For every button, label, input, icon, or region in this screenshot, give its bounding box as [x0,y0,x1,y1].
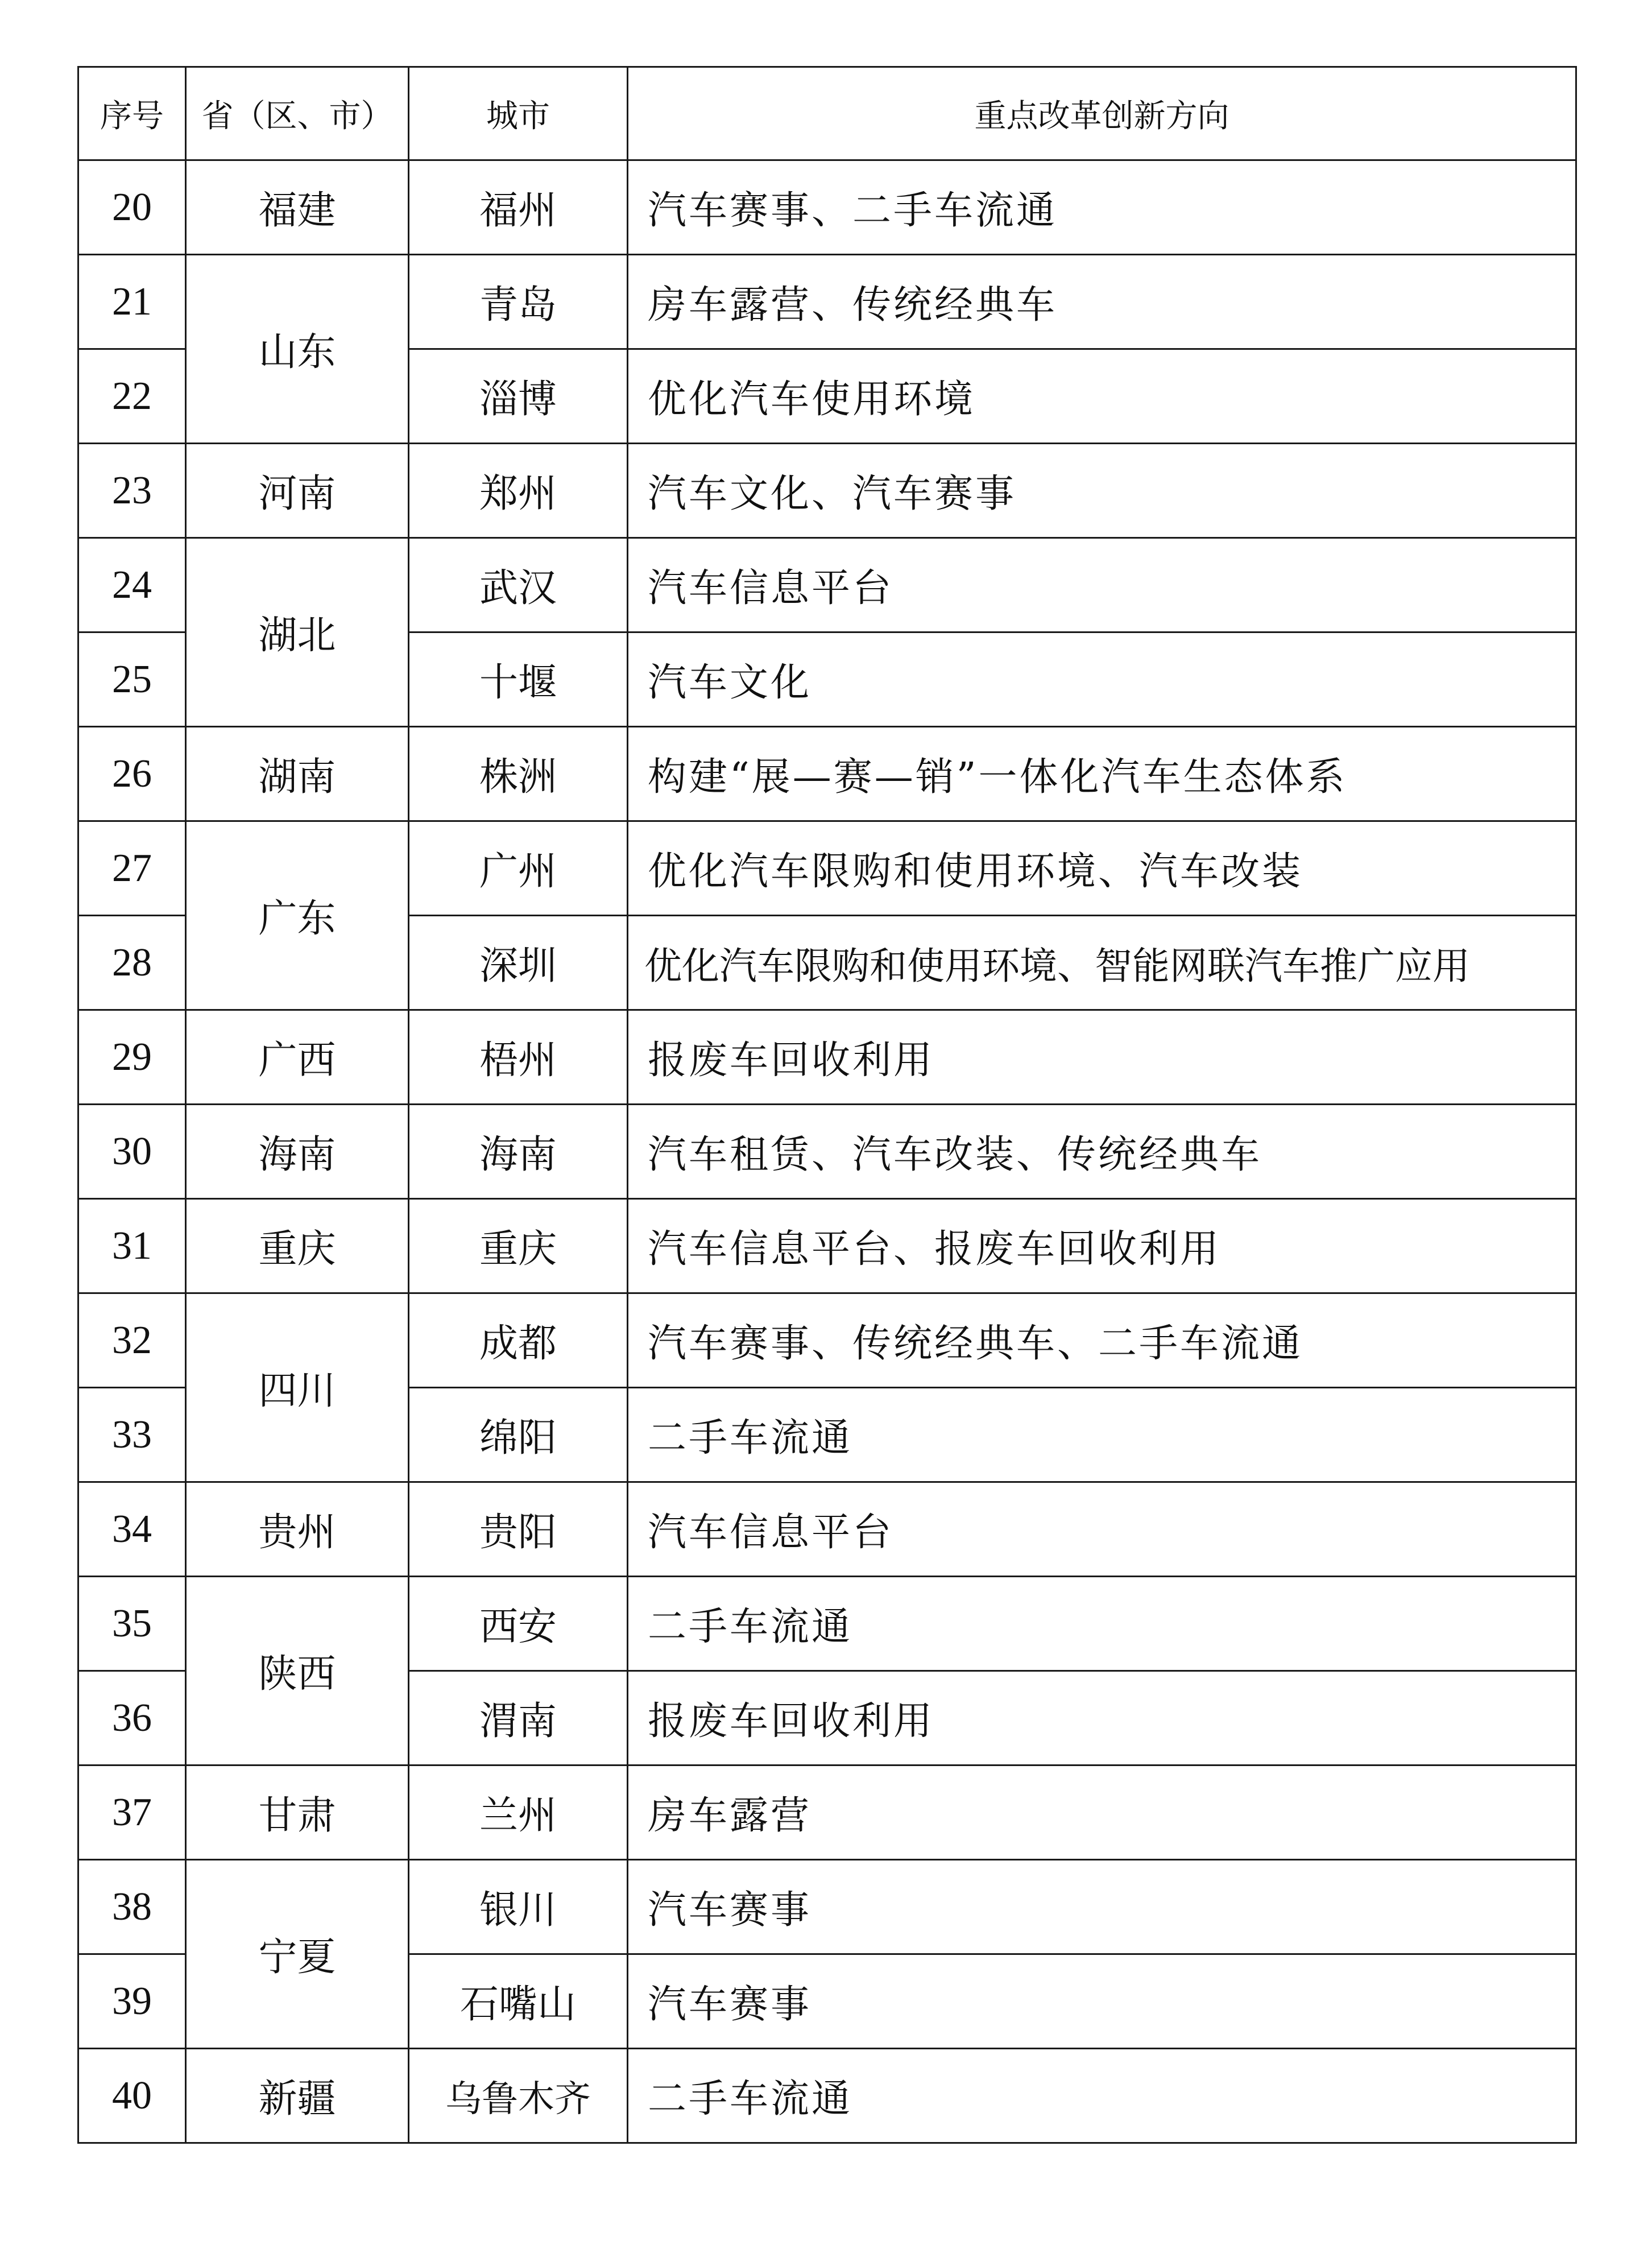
table-row [78,1765,1576,1860]
header-serial-number: 序号 [78,67,186,160]
table-row [78,1010,1576,1105]
reform-direction-cell: 汽车赛事、二手车流通 [628,160,1576,255]
serial-number-cell: 35 [78,1577,186,1671]
table-row [78,821,1576,916]
serial-number-cell: 34 [78,1482,186,1577]
serial-number-cell: 37 [78,1765,186,1860]
city-cell: 石嘴山 [409,1954,628,2049]
province-cell: 宁夏 [186,1860,409,2049]
province-cell: 福建 [186,160,409,255]
reform-direction-cell: 房车露营 [628,1765,1576,1860]
header-city: 城市 [409,67,628,160]
province-cell: 甘肃 [186,1765,409,1860]
city-cell: 西安 [409,1577,628,1671]
city-cell: 青岛 [409,255,628,349]
city-cell: 郑州 [409,444,628,538]
city-cell: 武汉 [409,538,628,632]
reform-direction-cell: 优化汽车限购和使用环境、智能网联汽车推广应用 [628,916,1576,1010]
city-cell: 成都 [409,1293,628,1388]
city-cell: 银川 [409,1860,628,1954]
table-row [78,1199,1576,1293]
city-cell: 兰州 [409,1765,628,1860]
serial-number-cell: 21 [78,255,186,349]
table-header-row [78,67,1576,160]
city-cell: 福州 [409,160,628,255]
table-row [78,727,1576,821]
serial-number-cell: 33 [78,1388,186,1482]
header-reform-direction: 重点改革创新方向 [628,67,1576,160]
reform-direction-cell: 二手车流通 [628,2049,1576,2143]
city-cell: 广州 [409,821,628,916]
reform-direction-cell: 汽车赛事 [628,1860,1576,1954]
city-cell: 乌鲁木齐 [409,2049,628,2143]
city-cell: 海南 [409,1105,628,1199]
serial-number-cell: 29 [78,1010,186,1105]
reform-direction-cell: 优化汽车限购和使用环境、汽车改装 [628,821,1576,916]
serial-number-cell: 22 [78,349,186,444]
table-row [78,538,1576,632]
serial-number-cell: 27 [78,821,186,916]
table-row [78,1482,1576,1577]
province-cell: 四川 [186,1293,409,1482]
table-row [78,160,1576,255]
reform-direction-cell: 房车露营、传统经典车 [628,255,1576,349]
province-cell: 重庆 [186,1199,409,1293]
city-cell: 十堰 [409,632,628,727]
header-province: 省（区、市） [186,67,409,160]
reform-direction-cell: 二手车流通 [628,1577,1576,1671]
table-row [78,2049,1576,2143]
reform-direction-cell: 汽车租赁、汽车改装、传统经典车 [628,1105,1576,1199]
table-row [78,1293,1576,1388]
province-cell: 新疆 [186,2049,409,2143]
serial-number-cell: 25 [78,632,186,727]
reform-direction-cell: 汽车信息平台 [628,538,1576,632]
reform-direction-cell: 报废车回收利用 [628,1010,1576,1105]
table-body [78,160,1576,2143]
province-cell: 广东 [186,821,409,1010]
province-cell: 河南 [186,444,409,538]
province-cell: 贵州 [186,1482,409,1577]
province-cell: 广西 [186,1010,409,1105]
reform-direction-cell: 汽车信息平台、报废车回收利用 [628,1199,1576,1293]
reform-direction-cell: 汽车信息平台 [628,1482,1576,1577]
serial-number-cell: 26 [78,727,186,821]
serial-number-cell: 40 [78,2049,186,2143]
city-cell: 株洲 [409,727,628,821]
reform-direction-cell: 汽车文化 [628,632,1576,727]
province-cell: 陕西 [186,1577,409,1765]
table-row [78,444,1576,538]
province-cell: 海南 [186,1105,409,1199]
table-row [78,1577,1576,1671]
city-cell: 淄博 [409,349,628,444]
serial-number-cell: 36 [78,1671,186,1765]
reform-direction-cell: 二手车流通 [628,1388,1576,1482]
serial-number-cell: 23 [78,444,186,538]
serial-number-cell: 30 [78,1105,186,1199]
reform-direction-cell: 汽车赛事 [628,1954,1576,2049]
reform-direction-cell: 汽车文化、汽车赛事 [628,444,1576,538]
city-cell: 深圳 [409,916,628,1010]
city-cell: 绵阳 [409,1388,628,1482]
table-row [78,1860,1576,1954]
city-cell: 重庆 [409,1199,628,1293]
serial-number-cell: 39 [78,1954,186,2049]
serial-number-cell: 20 [78,160,186,255]
reform-direction-cell: 报废车回收利用 [628,1671,1576,1765]
table-row [78,255,1576,349]
reform-directions-table [77,66,1577,2144]
city-cell: 渭南 [409,1671,628,1765]
reform-direction-cell: 优化汽车使用环境 [628,349,1576,444]
serial-number-cell: 38 [78,1860,186,1954]
serial-number-cell: 24 [78,538,186,632]
serial-number-cell: 32 [78,1293,186,1388]
serial-number-cell: 31 [78,1199,186,1293]
city-cell: 梧州 [409,1010,628,1105]
reform-direction-cell: 汽车赛事、传统经典车、二手车流通 [628,1293,1576,1388]
table-row [78,1105,1576,1199]
province-cell: 湖北 [186,538,409,727]
serial-number-cell: 28 [78,916,186,1010]
province-cell: 湖南 [186,727,409,821]
province-cell: 山东 [186,255,409,444]
city-cell: 贵阳 [409,1482,628,1577]
reform-direction-cell: 构建“展—赛—销”一体化汽车生态体系 [628,727,1576,821]
